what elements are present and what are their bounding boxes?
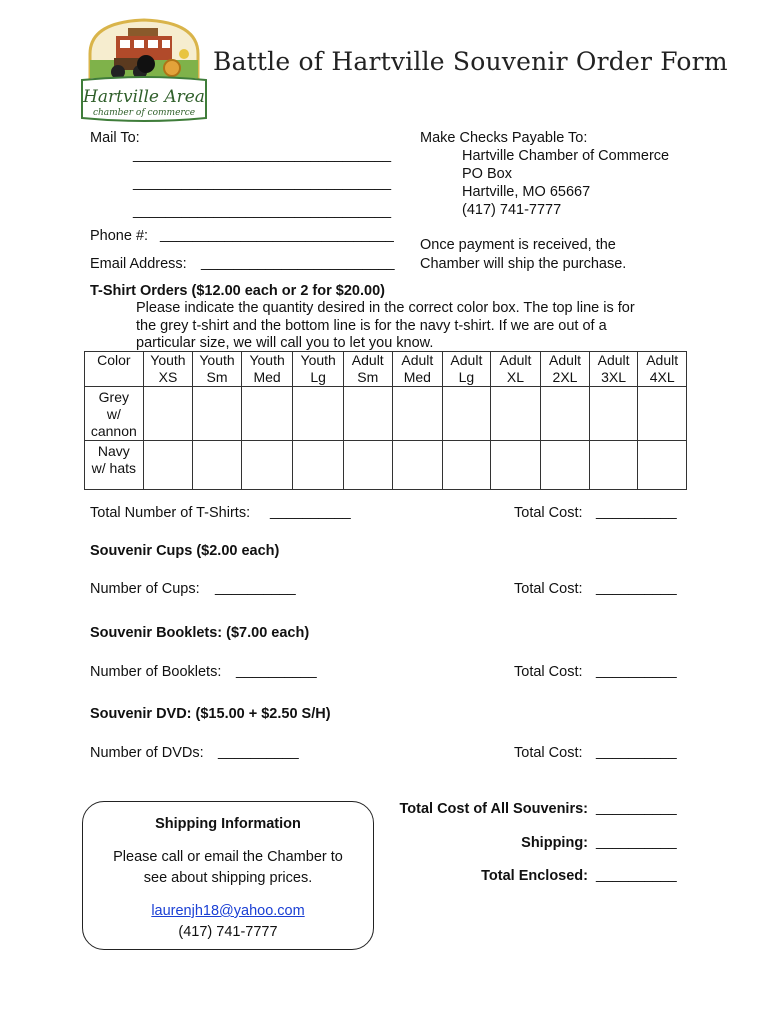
tshirt-order-table (84, 351, 687, 490)
qty-cell-navy-adult-4xl[interactable] (638, 441, 687, 490)
qty-cell-navy-adult-med[interactable] (392, 441, 443, 490)
qty-cell-grey-youth-lg[interactable] (293, 387, 344, 441)
size-header-youth-med: Youth Med (241, 352, 293, 387)
qty-cell-navy-adult-3xl[interactable] (589, 441, 638, 490)
shipping-info-text-1: Please call or email the Chamber to (113, 849, 343, 865)
qty-cell-grey-adult-4xl[interactable] (638, 387, 687, 441)
phone-label: Phone #: (90, 228, 149, 244)
qty-cell-grey-adult-xl[interactable] (490, 387, 541, 441)
size-header-adult-xl: Adult XL (490, 352, 541, 387)
logo-main-text: Hartville Area (83, 87, 205, 107)
qty-cell-navy-youth-med[interactable] (241, 441, 293, 490)
shipping-info-text-2: see about shipping prices. (143, 870, 313, 886)
qty-cell-navy-youth-xs[interactable] (143, 441, 193, 490)
booklets-count-label: Number of Booklets: (90, 664, 222, 680)
dvd-total-cost-field[interactable]: __________ (596, 744, 677, 760)
shipping-info-title: Shipping Information (155, 816, 301, 832)
booklets-total-cost-field[interactable]: __________ (596, 663, 677, 679)
dvd-count-field[interactable]: __________ (218, 744, 299, 760)
mail-to-line-3[interactable]: ________________________________ (133, 203, 392, 219)
size-header-adult-med: Adult Med (392, 352, 443, 387)
table-row-navy (85, 441, 687, 490)
booklets-heading: Souvenir Booklets: ($7.00 each) (90, 625, 310, 641)
tshirt-instructions-1: Please indicate the quantity desired in the correct color box. The top line is for (136, 300, 635, 316)
mail-to-line-2[interactable]: ________________________________ (133, 175, 392, 191)
row-label-navy: Navy w/ hats (85, 441, 144, 490)
tshirt-instructions-2: the grey t-shirt and the bottom line is for the navy t-shirt. If we are out of a (136, 318, 607, 334)
checks-address-pobox: PO Box (462, 166, 512, 182)
qty-cell-grey-adult-3xl[interactable] (589, 387, 638, 441)
qty-cell-grey-youth-sm[interactable] (193, 387, 242, 441)
hartville-chamber-logo (78, 14, 210, 126)
mail-to-label: Mail To: (90, 130, 140, 146)
mail-to-line-1[interactable]: ________________________________ (133, 147, 392, 163)
shipping-info-phone: (417) 741-7777 (178, 924, 278, 940)
tshirt-total-cost-label: Total Cost: (514, 505, 583, 521)
tshirt-total-cost-field[interactable]: __________ (596, 504, 677, 520)
qty-cell-grey-adult-lg[interactable] (443, 387, 491, 441)
cups-total-cost-field[interactable]: __________ (596, 580, 677, 596)
qty-cell-grey-adult-2xl[interactable] (541, 387, 590, 441)
total-all-souvenirs-label: Total Cost of All Souvenirs: (399, 801, 588, 817)
color-header: Color (85, 352, 144, 387)
size-header-adult-4xl: Adult 4XL (638, 352, 687, 387)
qty-cell-grey-youth-xs[interactable] (143, 387, 193, 441)
phone-field[interactable]: _____________________________ (160, 227, 394, 243)
qty-cell-navy-adult-sm[interactable] (343, 441, 392, 490)
dvd-total-cost-label: Total Cost: (514, 745, 583, 761)
qty-cell-navy-adult-lg[interactable] (443, 441, 491, 490)
size-header-adult-3xl: Adult 3XL (589, 352, 638, 387)
checks-phone: (417) 741-7777 (462, 202, 562, 218)
checks-payable-label: Make Checks Payable To: (420, 130, 588, 146)
tshirt-instructions-3: particular size, we will call you to let you know. (136, 335, 434, 351)
size-header-adult-lg: Adult Lg (443, 352, 491, 387)
size-header-adult-2xl: Adult 2XL (541, 352, 590, 387)
qty-cell-grey-youth-med[interactable] (241, 387, 293, 441)
total-enclosed-field[interactable]: __________ (596, 867, 677, 883)
size-header-youth-xs: Youth XS (143, 352, 193, 387)
qty-cell-grey-adult-sm[interactable] (343, 387, 392, 441)
table-header-row (85, 352, 687, 387)
cups-heading: Souvenir Cups ($2.00 each) (90, 543, 280, 559)
shipping-email-link[interactable]: laurenjh18@yahoo.com (151, 903, 305, 919)
email-field[interactable]: ________________________ (201, 255, 395, 271)
cups-total-cost-label: Total Cost: (514, 581, 583, 597)
row-label-grey: Grey w/ cannon (85, 387, 144, 441)
booklets-count-field[interactable]: __________ (236, 663, 317, 679)
size-header-adult-sm: Adult Sm (343, 352, 392, 387)
payment-note-line-2: Chamber will ship the purchase. (420, 256, 627, 272)
shipping-field[interactable]: __________ (596, 834, 677, 850)
cups-count-field[interactable]: __________ (215, 580, 296, 596)
qty-cell-navy-adult-2xl[interactable] (541, 441, 590, 490)
total-tshirts-field[interactable]: __________ (270, 504, 351, 520)
payment-note-line-1: Once payment is received, the (420, 237, 616, 253)
shipping-info-box (82, 801, 374, 950)
qty-cell-grey-adult-med[interactable] (392, 387, 443, 441)
checks-payee: Hartville Chamber of Commerce (462, 148, 670, 164)
size-header-youth-lg: Youth Lg (293, 352, 344, 387)
dvd-heading: Souvenir DVD: ($15.00 + $2.50 S/H) (90, 706, 331, 722)
logo-sub-text: chamber of commerce (92, 108, 196, 118)
qty-cell-navy-youth-lg[interactable] (293, 441, 344, 490)
tshirt-heading: T-Shirt Orders ($12.00 each or 2 for $20.00) (90, 283, 385, 299)
total-enclosed-label: Total Enclosed: (481, 868, 588, 884)
total-all-souvenirs-field[interactable]: __________ (596, 800, 677, 816)
qty-cell-navy-youth-sm[interactable] (193, 441, 242, 490)
dvd-count-label: Number of DVDs: (90, 745, 204, 761)
booklets-total-cost-label: Total Cost: (514, 664, 583, 680)
cups-count-label: Number of Cups: (90, 581, 200, 597)
email-label: Email Address: (90, 256, 187, 272)
table-row-grey (85, 387, 687, 441)
checks-address-city: Hartville, MO 65667 (462, 184, 591, 200)
size-header-youth-sm: Youth Sm (193, 352, 242, 387)
page-title: Battle of Hartville Souvenir Order Form (213, 47, 728, 76)
shipping-label: Shipping: (521, 835, 588, 851)
qty-cell-navy-adult-xl[interactable] (490, 441, 541, 490)
total-tshirts-label: Total Number of T-Shirts: (90, 505, 251, 521)
